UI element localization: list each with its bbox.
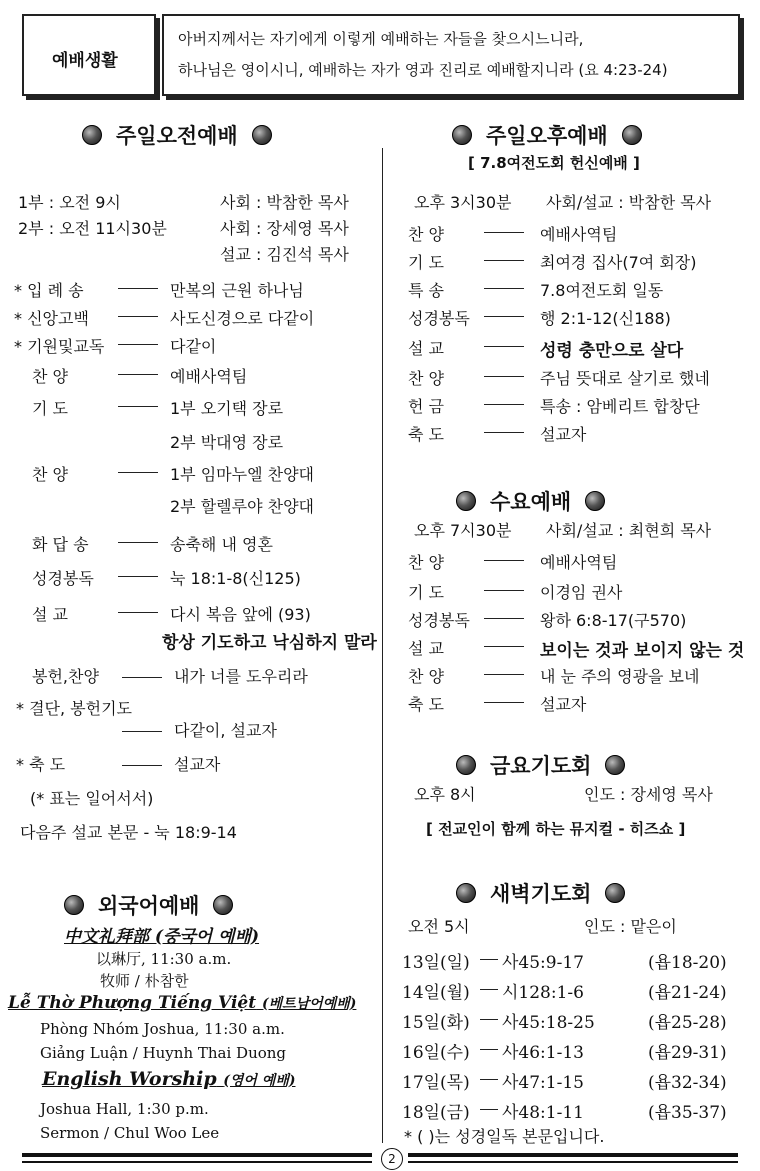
wednesday-role: 사회/설교 : 최현희 목사: [546, 521, 712, 540]
dawn-time: 오전 5시: [408, 917, 470, 936]
afternoon-item-dash: [484, 232, 524, 233]
column-divider: [382, 148, 383, 1143]
foreign-title: [64, 890, 233, 920]
dawn-text: 시128:1-6: [502, 983, 584, 1003]
dawn-dash: [480, 989, 498, 990]
morning-resolution-label: * 결단, 봉헌기도: [16, 699, 132, 718]
morning-resolution-row: [116, 718, 277, 741]
wednesday-item-dash: [484, 646, 524, 647]
bullet-icon: [64, 895, 84, 915]
page-number: 2: [381, 1148, 403, 1170]
footer-rule-right: [408, 1153, 738, 1157]
dawn-text: 사48:1-11: [502, 1103, 584, 1123]
afternoon-title-text: 주일오후예배: [486, 124, 608, 148]
morning-item-dash: [118, 576, 158, 577]
english-title-row: [42, 1068, 295, 1090]
afternoon-item-label: 헌 금: [408, 397, 444, 416]
wednesday-item-label: 성경봉독: [408, 611, 470, 630]
dawn-dash: [480, 959, 498, 960]
afternoon-item-label: 설 교: [408, 339, 444, 358]
dawn-title-text: 새벽기도회: [490, 882, 592, 906]
afternoon-item-value: 특송 : 암베리트 합창단: [540, 397, 700, 416]
morning-title-text: 주일오전예배: [116, 124, 238, 148]
wednesday-item-value: 예배사역팀: [540, 553, 618, 572]
bullet-icon: [456, 755, 476, 775]
afternoon-role: 사회/설교 : 박참한 목사: [546, 193, 712, 212]
afternoon-item-value: 최여경 집사(7여 회장): [540, 253, 697, 272]
viet-title: Lễ Thờ Phượng Tiếng Việt: [8, 993, 257, 1013]
wednesday-item-label: 축 도: [408, 695, 444, 714]
morning-item-value: 1부 오기택 장로: [170, 399, 284, 418]
bullet-icon: [213, 895, 233, 915]
wednesday-item-value: 내 눈 주의 영광을 보네: [540, 667, 700, 686]
morning-item-label: * 기원및교독: [14, 337, 105, 356]
morning-item-value: 2부 할렐루야 찬양대: [170, 497, 314, 516]
chinese-line1: 以琳厅, 11:30 a.m.: [96, 950, 232, 968]
morning-note: (* 표는 일어서서): [30, 789, 154, 808]
afternoon-item-dash: [484, 346, 524, 347]
wednesday-time: 오후 7시30분: [414, 521, 512, 540]
afternoon-item-label: 기 도: [408, 253, 444, 272]
morning-next-week: 다음주 설교 본문 - 눅 18:9-14: [20, 823, 237, 842]
bullet-icon: [605, 883, 625, 903]
afternoon-time: 오후 3시30분: [414, 193, 512, 212]
afternoon-item-dash: [484, 260, 524, 261]
dawn-day: 14일(월): [402, 983, 470, 1003]
dawn-text: 사46:1-13: [502, 1043, 584, 1063]
bullet-icon: [585, 491, 605, 511]
wednesday-item-label: 찬 양: [408, 667, 444, 686]
chinese-line2: 牧师 / 朴참한: [100, 972, 189, 990]
viet-title-row: [8, 993, 356, 1013]
afternoon-item-label: 찬 양: [408, 225, 444, 244]
morning-item-value: 사도신경으로 다같이: [170, 309, 315, 328]
morning-item-dash: [118, 472, 158, 473]
bullet-icon: [82, 125, 102, 145]
dawn-day: 15일(화): [402, 1013, 470, 1033]
dawn-dash: [480, 1019, 498, 1020]
dawn-dash: [480, 1049, 498, 1050]
english-title: English Worship: [42, 1068, 217, 1090]
bullet-icon: [252, 125, 272, 145]
afternoon-title: [452, 120, 642, 150]
morning-offering-value: 내가 너를 도우리라: [174, 667, 308, 686]
dawn-day: 13일(일): [402, 953, 470, 973]
dawn-dash: [480, 1079, 498, 1080]
morning-item-label: 성경봉독: [32, 569, 94, 588]
morning-item-dash: [118, 316, 158, 317]
dawn-day: 17일(목): [402, 1073, 470, 1093]
wednesday-item-value: 이경임 권사: [540, 583, 623, 602]
morning-item-label: 화 답 송: [32, 535, 89, 554]
bullet-icon: [456, 883, 476, 903]
morning-item-value: 예배사역팀: [170, 367, 248, 386]
wednesday-title: [456, 486, 605, 516]
morning-preacher: 설교 : 김진석 목사: [220, 245, 349, 264]
afternoon-item-value: 설교자: [540, 425, 587, 444]
bullet-icon: [456, 491, 476, 511]
bullet-icon: [605, 755, 625, 775]
dawn-title: [456, 878, 625, 908]
dawn-text: 사47:1-15: [502, 1073, 584, 1093]
morning-resolution-value: 다같이, 설교자: [174, 721, 277, 740]
friday-leader: 인도 : 장세영 목사: [584, 785, 713, 804]
afternoon-item-label: 특 송: [408, 281, 444, 300]
afternoon-item-value: 주님 뜻대로 살기로 했네: [540, 369, 710, 388]
header-verse-box: [162, 14, 740, 96]
afternoon-item-dash: [484, 404, 524, 405]
morning-s1: 1부 : 오전 9시: [18, 193, 121, 212]
morning-item-dash: [118, 344, 158, 345]
morning-item-label: * 입 례 송: [14, 281, 84, 300]
friday-title: [456, 750, 625, 780]
morning-item-label: 설 교: [32, 605, 68, 624]
afternoon-item-value: 7.8여전도회 일동: [540, 281, 664, 300]
english-line1: Joshua Hall, 1:30 p.m.: [40, 1100, 209, 1118]
footer-rule-right-thin: [408, 1161, 738, 1163]
wednesday-item-label: 기 도: [408, 583, 444, 602]
header-label: 예배생활: [52, 51, 118, 71]
afternoon-item-value: 행 2:1-12(신188): [540, 309, 671, 328]
viet-sub: (베트남어예배): [262, 996, 357, 1012]
morning-item-label: 기 도: [32, 399, 68, 418]
dawn-footnote: * ( )는 성경일독 본문입니다.: [404, 1127, 605, 1146]
afternoon-item-label: 성경봉독: [408, 309, 470, 328]
morning-item-value: 만복의 근원 하나님: [170, 281, 304, 300]
afternoon-item-label: 찬 양: [408, 369, 444, 388]
viet-line1: Phòng Nhóm Joshua, 11:30 a.m.: [40, 1020, 285, 1038]
morning-item-value: 송축해 내 영혼: [170, 535, 273, 554]
afternoon-item-value: 성령 충만으로 살다: [540, 341, 684, 361]
afternoon-item-dash: [484, 288, 524, 289]
morning-item-dash: [118, 542, 158, 543]
wednesday-item-dash: [484, 674, 524, 675]
english-line2: Sermon / Chul Woo Lee: [40, 1124, 220, 1142]
wednesday-item-dash: [484, 560, 524, 561]
wednesday-item-value: 왕하 6:8-17(구570): [540, 611, 687, 630]
morning-sermon-title: 항상 기도하고 낙심하지 말라: [162, 633, 377, 653]
dawn-dash: [480, 1109, 498, 1110]
afternoon-subtitle: [ 7.8여전도회 헌신예배 ]: [468, 154, 640, 172]
wednesday-item-label: 설 교: [408, 639, 444, 658]
dawn-ref: (욥25-28): [648, 1013, 727, 1033]
english-sub: (영어 예배): [223, 1073, 296, 1089]
morning-item-label: * 신앙고백: [14, 309, 89, 328]
morning-item-value: 2부 박대영 장로: [170, 433, 284, 452]
header-verse-line1: 아버지께서는 자기에게 이렇게 예배하는 자들을 찾으시느니라,: [178, 30, 584, 48]
footer-rule-left: [22, 1153, 372, 1157]
morning-bless-row: [116, 752, 220, 775]
dawn-day: 18일(금): [402, 1103, 470, 1123]
dawn-ref: (욥32-34): [648, 1073, 727, 1093]
morning-offering-row: [116, 664, 308, 687]
morning-item-dash: [118, 406, 158, 407]
viet-line2: Giảng Luận / Huynh Thai Duong: [40, 1044, 287, 1062]
dawn-ref: (욥29-31): [648, 1043, 727, 1063]
morning-item-dash: [118, 374, 158, 375]
morning-item-dash: [118, 612, 158, 613]
wednesday-item-label: 찬 양: [408, 553, 444, 572]
morning-bless-value: 설교자: [174, 755, 221, 774]
wednesday-item-dash: [484, 702, 524, 703]
wednesday-item-value: 보이는 것과 보이지 않는 것: [540, 641, 745, 661]
dawn-leader: 인도 : 맡은이: [584, 917, 677, 936]
wednesday-item-dash: [484, 618, 524, 619]
dawn-ref: (욥21-24): [648, 983, 727, 1003]
chinese-title: 中文礼拜部 (중국어 예배): [64, 927, 260, 947]
morning-item-value: 다같이: [170, 337, 217, 356]
morning-bless-label: * 축 도: [16, 755, 66, 774]
morning-item-dash: [118, 288, 158, 289]
morning-item-value: 눅 18:1-8(신125): [170, 569, 301, 588]
morning-offering-label: 봉헌,찬양: [32, 667, 99, 686]
footer-rule-left-thin: [22, 1161, 372, 1163]
morning-s2: 2부 : 오전 11시30분: [18, 219, 167, 238]
morning-s1-role: 사회 : 박참한 목사: [220, 193, 349, 212]
afternoon-item-dash: [484, 316, 524, 317]
friday-time: 오후 8시: [414, 785, 476, 804]
morning-item-value: 1부 임마누엘 찬양대: [170, 465, 314, 484]
afternoon-item-label: 축 도: [408, 425, 444, 444]
morning-item-label: 찬 양: [32, 465, 68, 484]
friday-note: [ 전교인이 함께 하는 뮤지컬 - 히즈쇼 ]: [426, 820, 686, 838]
wednesday-title-text: 수요예배: [490, 490, 572, 514]
dawn-ref: (욥18-20): [648, 953, 727, 973]
dawn-ref: (욥35-37): [648, 1103, 727, 1123]
bullet-icon: [622, 125, 642, 145]
dawn-day: 16일(수): [402, 1043, 470, 1063]
morning-item-value: 다시 복음 앞에 (93): [170, 605, 311, 624]
bullet-icon: [452, 125, 472, 145]
afternoon-item-dash: [484, 376, 524, 377]
dawn-text: 사45:9-17: [502, 953, 584, 973]
morning-title: [82, 120, 272, 150]
foreign-title-text: 외국어예배: [98, 894, 200, 918]
header-verse-line2: 하나님은 영이시니, 예배하는 자가 영과 진리로 예배할지니라 (요 4:23-24): [178, 61, 668, 79]
morning-s2-role: 사회 : 장세영 목사: [220, 219, 349, 238]
wednesday-item-value: 설교자: [540, 695, 587, 714]
wednesday-item-dash: [484, 590, 524, 591]
morning-item-label: 찬 양: [32, 367, 68, 386]
header-label-box: [22, 14, 156, 96]
afternoon-item-dash: [484, 432, 524, 433]
friday-title-text: 금요기도회: [490, 754, 592, 778]
dawn-text: 사45:18-25: [502, 1013, 595, 1033]
afternoon-item-value: 예배사역팀: [540, 225, 618, 244]
